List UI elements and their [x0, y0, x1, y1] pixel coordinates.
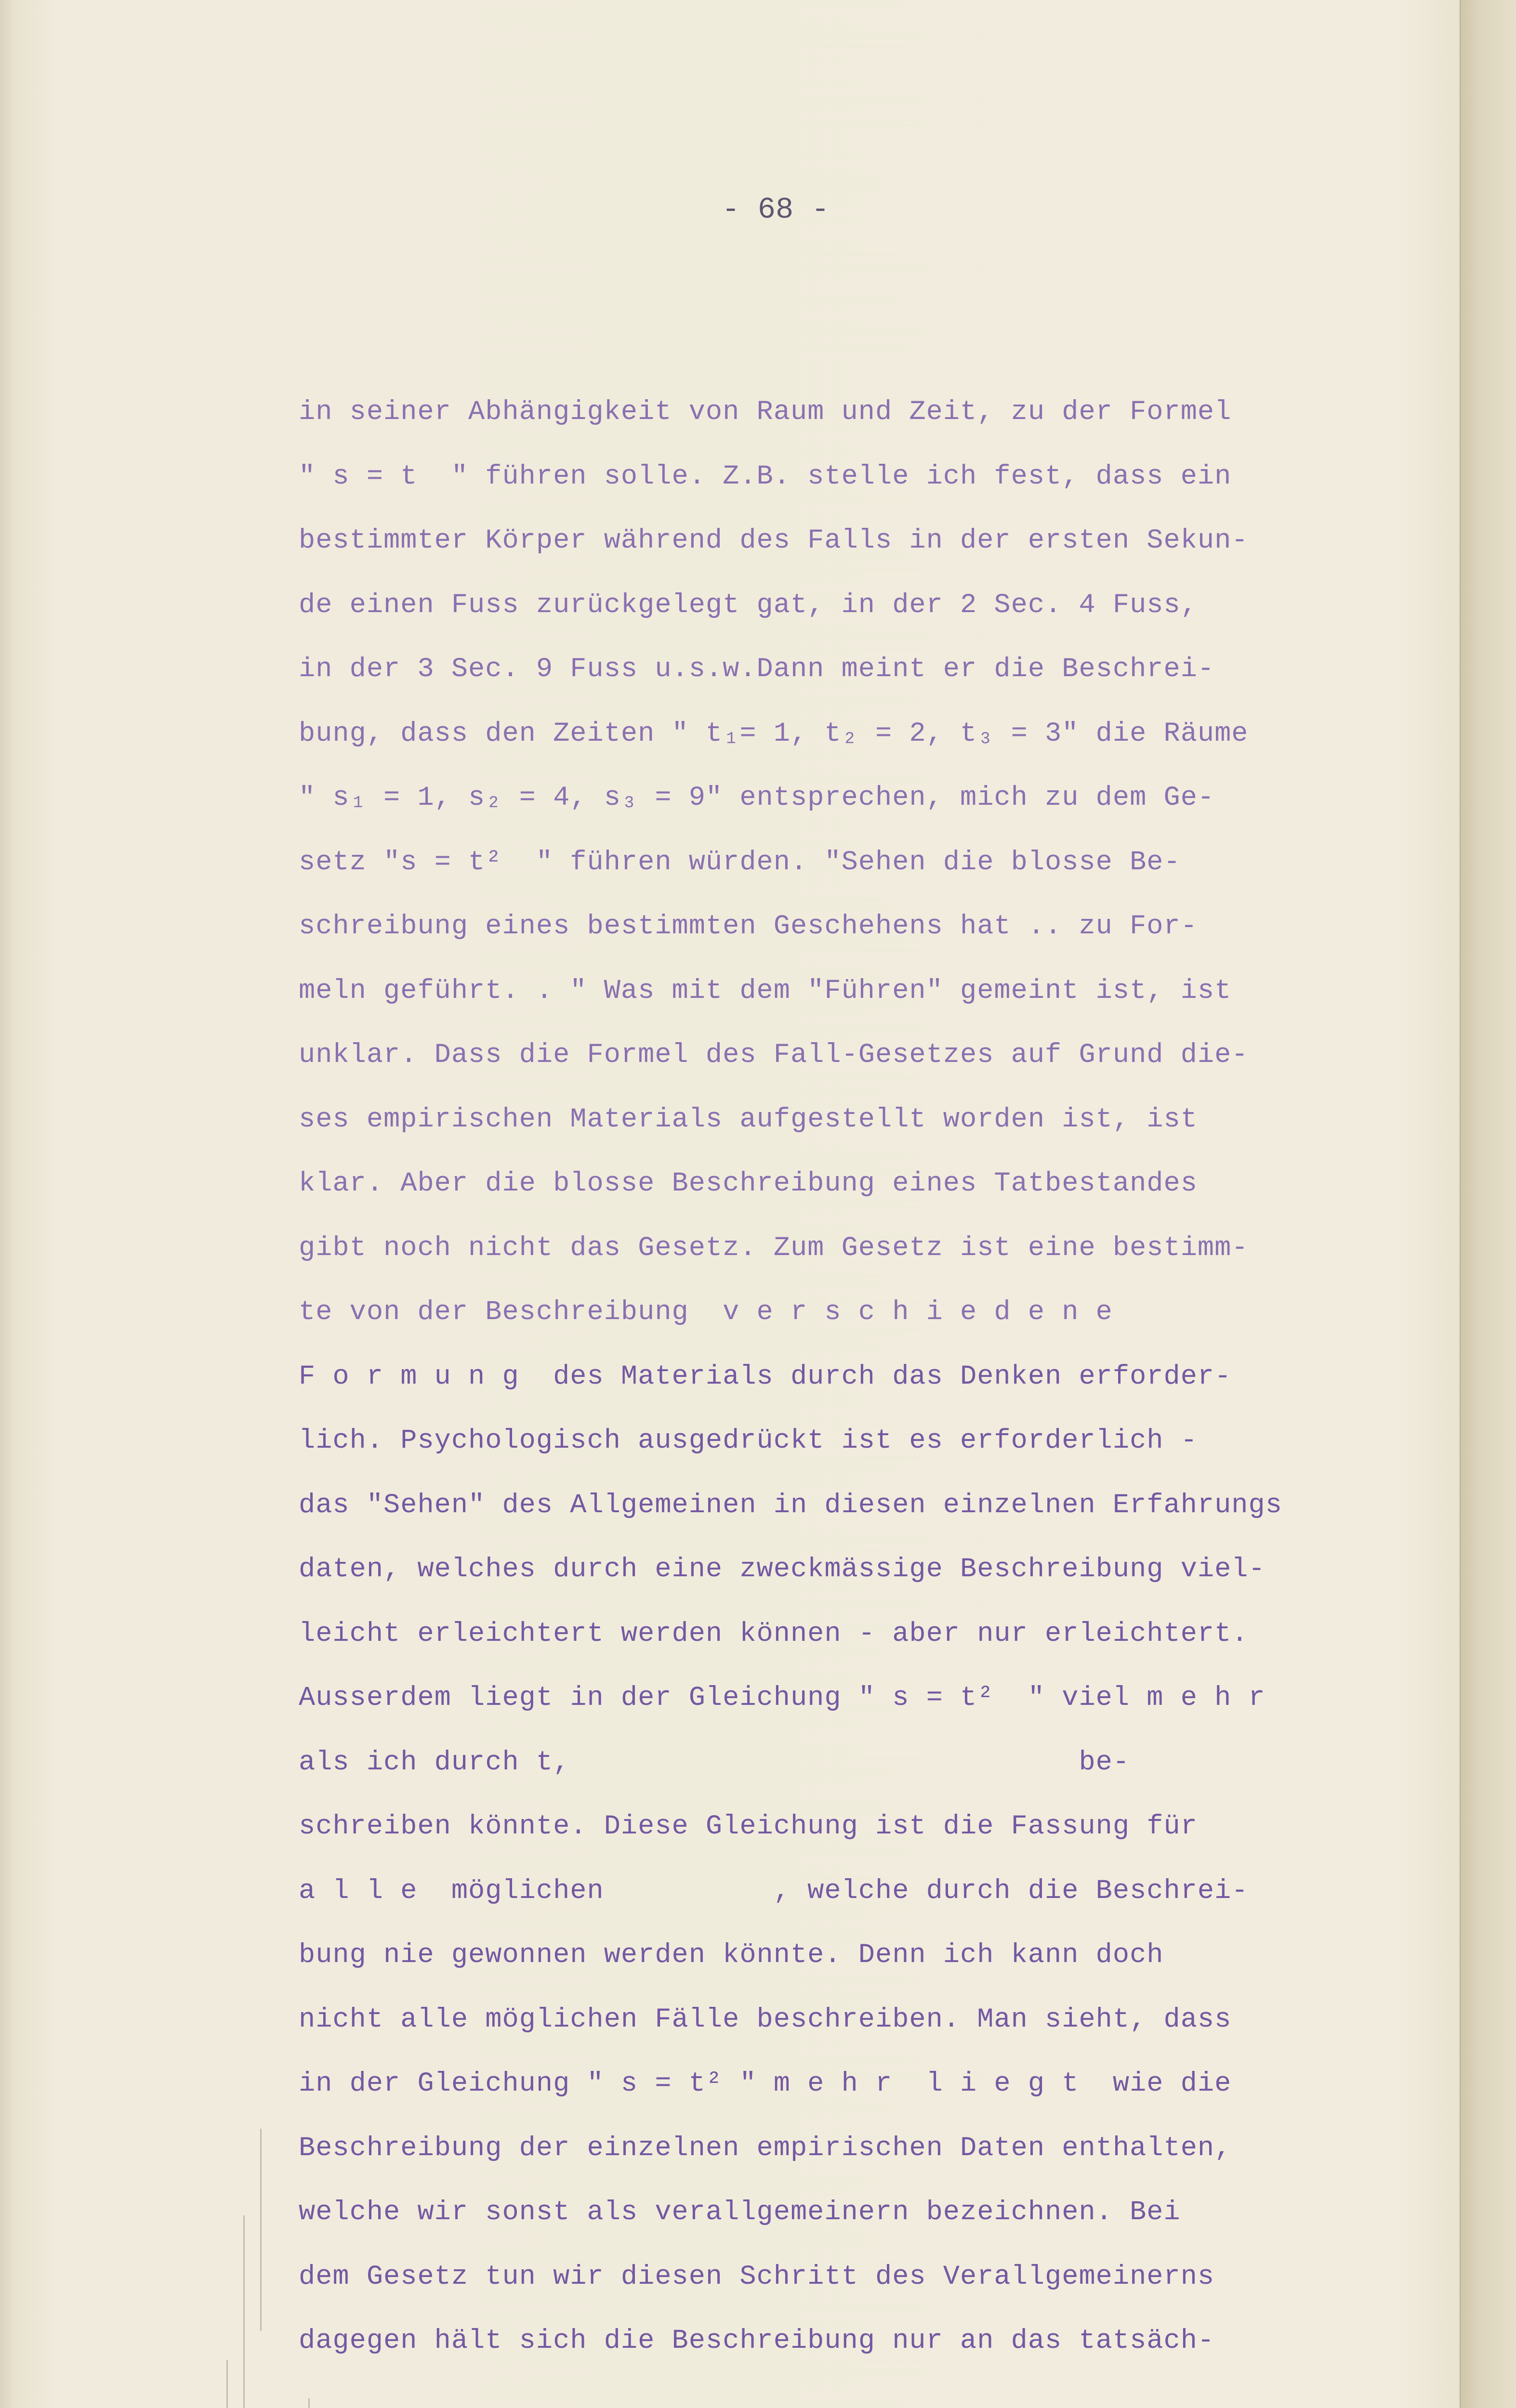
- text-line: leicht erleichtert werden können - aber nur erleichtert.: [299, 1618, 1249, 1649]
- text-line: in der Gleichung " s = t² " m e h r l i e g t wie die: [299, 2068, 1232, 2099]
- text-line: in seiner Abhängigkeit von Raum und Zeit, zu der Formel: [299, 397, 1232, 428]
- text-line: daten, welches durch eine zweckmässige Beschreibung viel-: [299, 1554, 1266, 1585]
- text-line: ses empirischen Materials aufgestellt worden ist, ist: [299, 1104, 1198, 1135]
- text-line: klar. Aber die blosse Beschreibung eines Tatbestandes: [299, 1168, 1198, 1199]
- text-line: meln geführt. . " Was mit dem "Führen" gemeint ist, ist: [299, 975, 1232, 1007]
- pencil-mark: [260, 2129, 262, 2331]
- typed-text-block: [299, 380, 1421, 2374]
- text-line: lich. Psychologisch ausgedrückt ist es erforderlich -: [299, 1426, 1198, 1456]
- text-line: unklar. Dass die Formel des Fall-Gesetzes auf Grund die-: [299, 1040, 1249, 1071]
- text-line: " s = t " führen solle. Z.B. stelle ich fest, dass ein: [299, 461, 1232, 492]
- text-line: Beschreibung der einzelnen empirischen Daten enthalten,: [299, 2133, 1232, 2164]
- text-line: gibt noch nicht das Gesetz. Zum Gesetz ist eine bestimm-: [299, 1232, 1249, 1264]
- pencil-mark: [243, 2215, 245, 2408]
- text-line: dagegen hält sich die Beschreibung nur an das tatsäch-: [299, 2326, 1215, 2356]
- text-line: de einen Fuss zurückgelegt gat, in der 2 Sec. 4 Fuss,: [299, 589, 1198, 621]
- text-line: te von der Beschreibung v e r s c h i e d e n e: [299, 1297, 1113, 1328]
- text-line: setz "s = t² " führen würden. "Sehen die blosse Be-: [299, 847, 1181, 878]
- text-line: das "Sehen" des Allgemeinen in diesen einzelnen Erfahrungs: [299, 1490, 1282, 1521]
- text-line: " s₁ = 1, s₂ = 4, s₃ = 9" entsprechen, mich zu dem Ge-: [299, 783, 1215, 813]
- paper-edge: [1460, 0, 1516, 2408]
- text-line: bung nie gewonnen werden könnte. Denn ich kann doch: [299, 1940, 1164, 1971]
- text-line: bestimmter Körper während des Falls in der ersten Sekun-: [299, 525, 1249, 556]
- text-line: schreiben könnte. Diese Gleichung ist die Fassung für: [299, 1811, 1198, 1842]
- pencil-mark: [226, 2360, 228, 2408]
- text-line: nicht alle möglichen Fälle beschreiben. Man sieht, dass: [299, 2004, 1232, 2035]
- text-line: welche wir sonst als verallgemeinern bezeichnen. Bei: [299, 2197, 1181, 2228]
- text-line: in der 3 Sec. 9 Fuss u.s.w.Dann meint er die Beschrei-: [299, 654, 1215, 685]
- text-line: als ich durch t, be-: [299, 1747, 1130, 1778]
- page-number: - 68 -: [722, 193, 830, 227]
- text-line: schreibung eines bestimmten Geschehens hat .. zu For-: [299, 911, 1198, 942]
- text-line: F o r m u n g des Materials durch das Denken erforder-: [299, 1361, 1232, 1392]
- text-line: Ausserdem liegt in der Gleichung " s = t² " viel m e h r: [299, 1683, 1266, 1714]
- text-line: a l l e möglichen , welche durch die Beschrei-: [299, 1875, 1249, 1907]
- text-line: dem Gesetz tun wir diesen Schritt des Verallgemeinerns: [299, 2261, 1215, 2292]
- pencil-mark: [308, 2398, 310, 2408]
- text-line: bung, dass den Zeiten " t₁= 1, t₂ = 2, t₃ = 3" die Räume: [299, 718, 1249, 749]
